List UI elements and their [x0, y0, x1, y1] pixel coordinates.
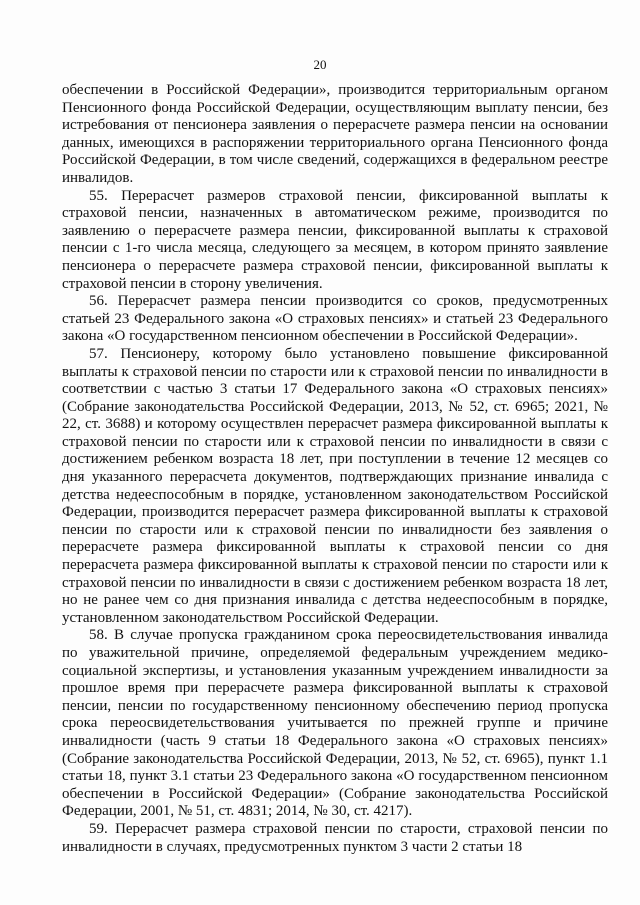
paragraph-55: 55. Перерасчет размеров страховой пенсии, фиксированной выплаты к страховой пенсии, назначенных в автоматическом режиме, производится по заявлению о перерасчете размера пенсии, фиксированной выплаты к страховой пенсии с 1-го числа месяца, следующего за месяцем, в котором принято заявление пенсионера о перерасчете размера страховой пенсии, фиксированной выплаты к страховой пенсии в сторону увеличения.: [62, 187, 608, 292]
paragraph-56: 56. Перерасчет размера пенсии производится со сроков, предусмотренных статьей 23 Федерального закона «О страховых пенсиях» и статьей 23 Федерального закона «О государственном пенсионном обеспечении в Российской Федерации».: [62, 293, 608, 345]
paragraph-59: 59. Перерасчет размера страховой пенсии по старости, страховой пенсии по инвалидности в случаях, предусмотренных пунктом 3 части 2 статьи 18: [62, 820, 608, 855]
page-number: 20: [313, 57, 327, 72]
paragraph-58: 58. В случае пропуска гражданином срока переосвидетельствования инвалида по уважительной причине, определяемой федеральным учреждением медико-социальной экспертизы, и установления указанным учреждением инвалидности за прошлое время при перерасчете размера фиксированной выплаты к страховой пенсии, пенсии по государственному пенсионному обеспечению период пропуска срока переосвидетельствования учитывается по прежней группе и причине инвалидности (часть 9 статьи 18 Федерального закона «О страховых пенсиях» (Собрание законодательства Российской Федерации, 2013, № 52, ст. 6965), пункт 1.1 статьи 18, пункт 3.1 статьи 23 Федерального закона «О государственном пенсионном обеспечении в Российской Федерации» (Собрание законодательства Российской Федерации, 2001, № 51, ст. 4831; 2014, № 30, ст. 4217).: [62, 627, 608, 820]
document-body: [62, 82, 608, 856]
paragraph-57: 57. Пенсионеру, которому было установлено повышение фиксированной выплаты к страховой пенсии по старости или к страховой пенсии по инвалидности в соответствии с частью 3 статьи 17 Федерального закона «О страховых пенсиях» (Собрание законодательства Российской Федерации, 2013, № 52, ст. 6965; 2021, № 22, ст. 3688) и которому осуществлен перерасчет размера фиксированной выплаты к страховой пенсии по старости или к страховой пенсии по инвалидности в связи с достижением ребенком возраста 18 лет, при поступлении в течение 12 месяцев со дня указанного перерасчета документов, подтверждающих признание инвалида с детства недееспособным в порядке, установленном законодательством Российской Федерации, производится перерасчет размера фиксированной выплаты к страховой пенсии по старости или к страховой пенсии по инвалидности без заявления о перерасчете размера фиксированной выплаты к страховой пенсии со дня перерасчета размера фиксированной выплаты к страховой пенсии по старости или к страховой пенсии по инвалидности в связи с достижением ребенком возраста 18 лет, но не ранее чем со дня признания инвалида с детства недееспособным в порядке, установленном законодательством Российской Федерации.: [62, 345, 608, 626]
paragraph-continuation: обеспечении в Российской Федерации», производится территориальным органом Пенсионного фонда Российской Федерации, осуществляющим выплату пенсии, без истребования от пенсионера заявления о перерасчете размера пенсии на основании данных, имеющихся в распоряжении территориального органа Пенсионного фонда Российской Федерации, в том числе сведений, содержащихся в федеральном реестре инвалидов.: [62, 82, 608, 186]
